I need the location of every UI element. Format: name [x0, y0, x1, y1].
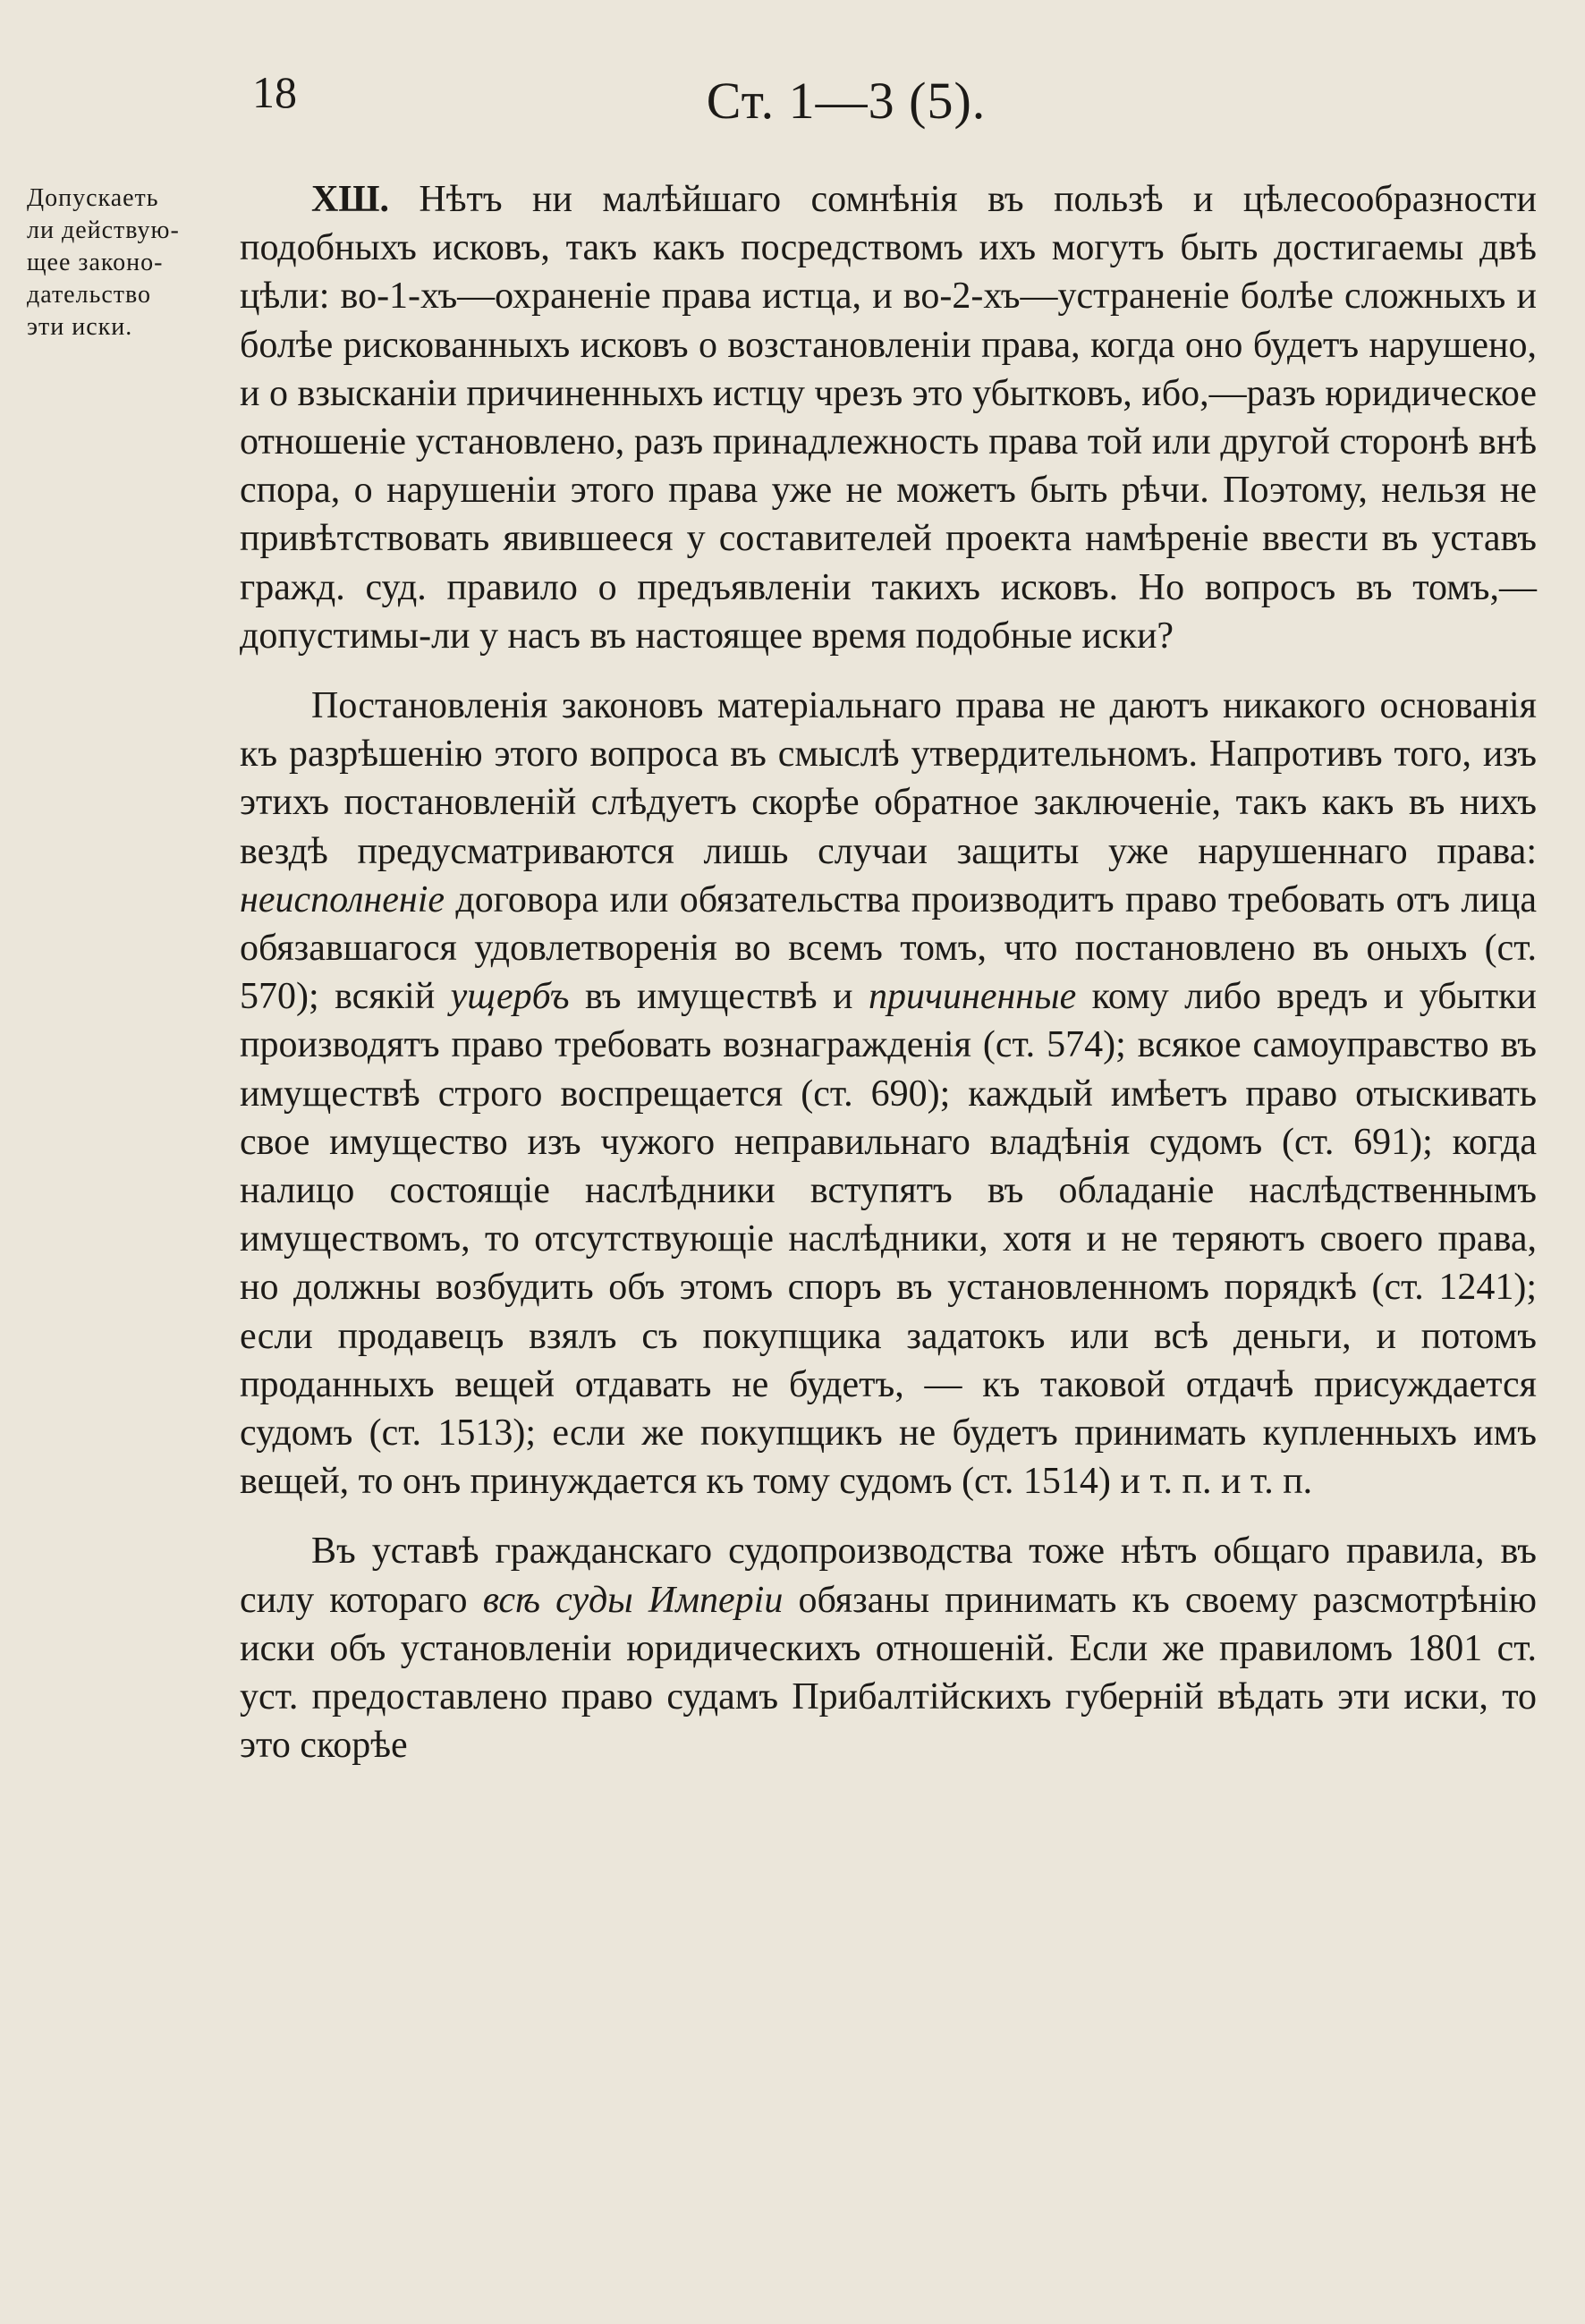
paragraph-3 — [240, 1527, 1537, 1769]
marginal-note-line: Допускаеть — [27, 184, 159, 212]
paragraph-text: обязаны принимать къ своему разсмотрѣнію иски объ установленіи юридическихъ отношеній. Если же правиломъ 1801 ст. уст. предоставлено право судамъ Прибалтійскихъ губерній вѣдать эти иски, то это скорѣе — [240, 1579, 1537, 1767]
paragraph-text: договора или обязательства производитъ право требовать отъ лица обязавшагося удовлетворенія во всемъ томъ, что постановлено въ оныхъ (ст. 570); всякій — [240, 878, 1537, 1018]
paragraph-1 — [240, 175, 1537, 660]
emphasis-text: причиненные — [868, 976, 1077, 1018]
emphasis-text: всѣ суды Имперіи — [482, 1579, 784, 1621]
paragraph-text: Нѣтъ ни малѣйшаго сомнѣнія въ пользѣ и цѣлесообразности подобныхъ исковъ, такъ какъ посредствомъ ихъ могутъ быть достигаемы двѣ цѣли: во-1-хъ—охраненіе права истца, и во-2-хъ—устраненіе болѣе сложныхъ и болѣе рискованныхъ исковъ о возстановленіи права, когда оно будетъ нарушено, и о взысканіи причиненныхъ истцу чрезъ это убытковъ, ибо,—разъ юридическое отношеніе установлено, разъ принадлежность права той или другой сторонѣ внѣ спора, о нарушеніи этого права уже не можетъ быть рѣчи. Поэтому, нельзя не привѣтствовать явившееся у составителей проекта намѣреніе ввести въ уставъ гражд. суд. правило о предъявленіи такихъ исковъ. Но вопросъ въ томъ,—допустимы-ли у насъ въ настоящее время подобные иски? — [240, 179, 1537, 657]
paragraph-text: Постановленія законовъ матеріальнаго права не даютъ никакого основанія къ разрѣшенію этого вопроса въ смыслѣ утвердительномъ. Напротивъ того, изъ этихъ постановленій слѣдуетъ скорѣе обратное заключеніе, такъ какъ въ нихъ вездѣ предусматриваются лишь случаи защиты уже нарушеннаго права: — [240, 685, 1537, 872]
marginal-note-line: дательство — [27, 281, 152, 309]
running-head: Ст. 1—3 (5). — [706, 72, 987, 130]
marginal-note-line: ли действую- — [27, 216, 180, 244]
paragraph-text: Въ уставѣ гражданскаго судопроизводства тоже нѣтъ общаго правила, въ силу котораго — [240, 1531, 1537, 1621]
marginal-note-line: эти иски. — [27, 313, 133, 341]
paragraph-text: въ имуществѣ и — [569, 976, 869, 1018]
emphasis-text: ущербъ — [450, 976, 570, 1018]
marginal-note — [27, 182, 242, 344]
main-text — [240, 175, 1537, 1770]
paragraph-2 — [240, 682, 1537, 1506]
paragraph-text: кому либо вредъ и убытки производятъ право требовать вознагражденія (ст. 574); всякое самоуправство въ имуществѣ строго воспрещается (ст. 690); каждый имѣетъ право отыскивать свое имущество изъ чужого неправильнаго владѣнія судомъ (ст. 691); когда налицо состоящіе наслѣдники вступятъ въ обладаніе наслѣдственнымъ имуществомъ, то отсутствующіе наслѣдники, хотя и не теряютъ своего права, но должны возбудить объ этомъ споръ въ установленномъ порядкѣ (ст. 1241); если продавецъ взялъ съ покупщика задатокъ или всѣ деньги, и потомъ проданныхъ вещей отдавать не будетъ, — къ таковой отдачѣ присуждается судомъ (ст. 1513); если же покупщикъ не будетъ принимать купленныхъ имъ вещей, то онъ принуждается къ тому судомъ (ст. 1514) и т. п. и т. п. — [240, 976, 1537, 1503]
marginal-note-line: щее законо- — [27, 249, 164, 276]
section-numeral: ХШ. — [311, 179, 389, 220]
page-number: 18 — [252, 67, 297, 117]
emphasis-text: неисполненіе — [240, 878, 445, 920]
